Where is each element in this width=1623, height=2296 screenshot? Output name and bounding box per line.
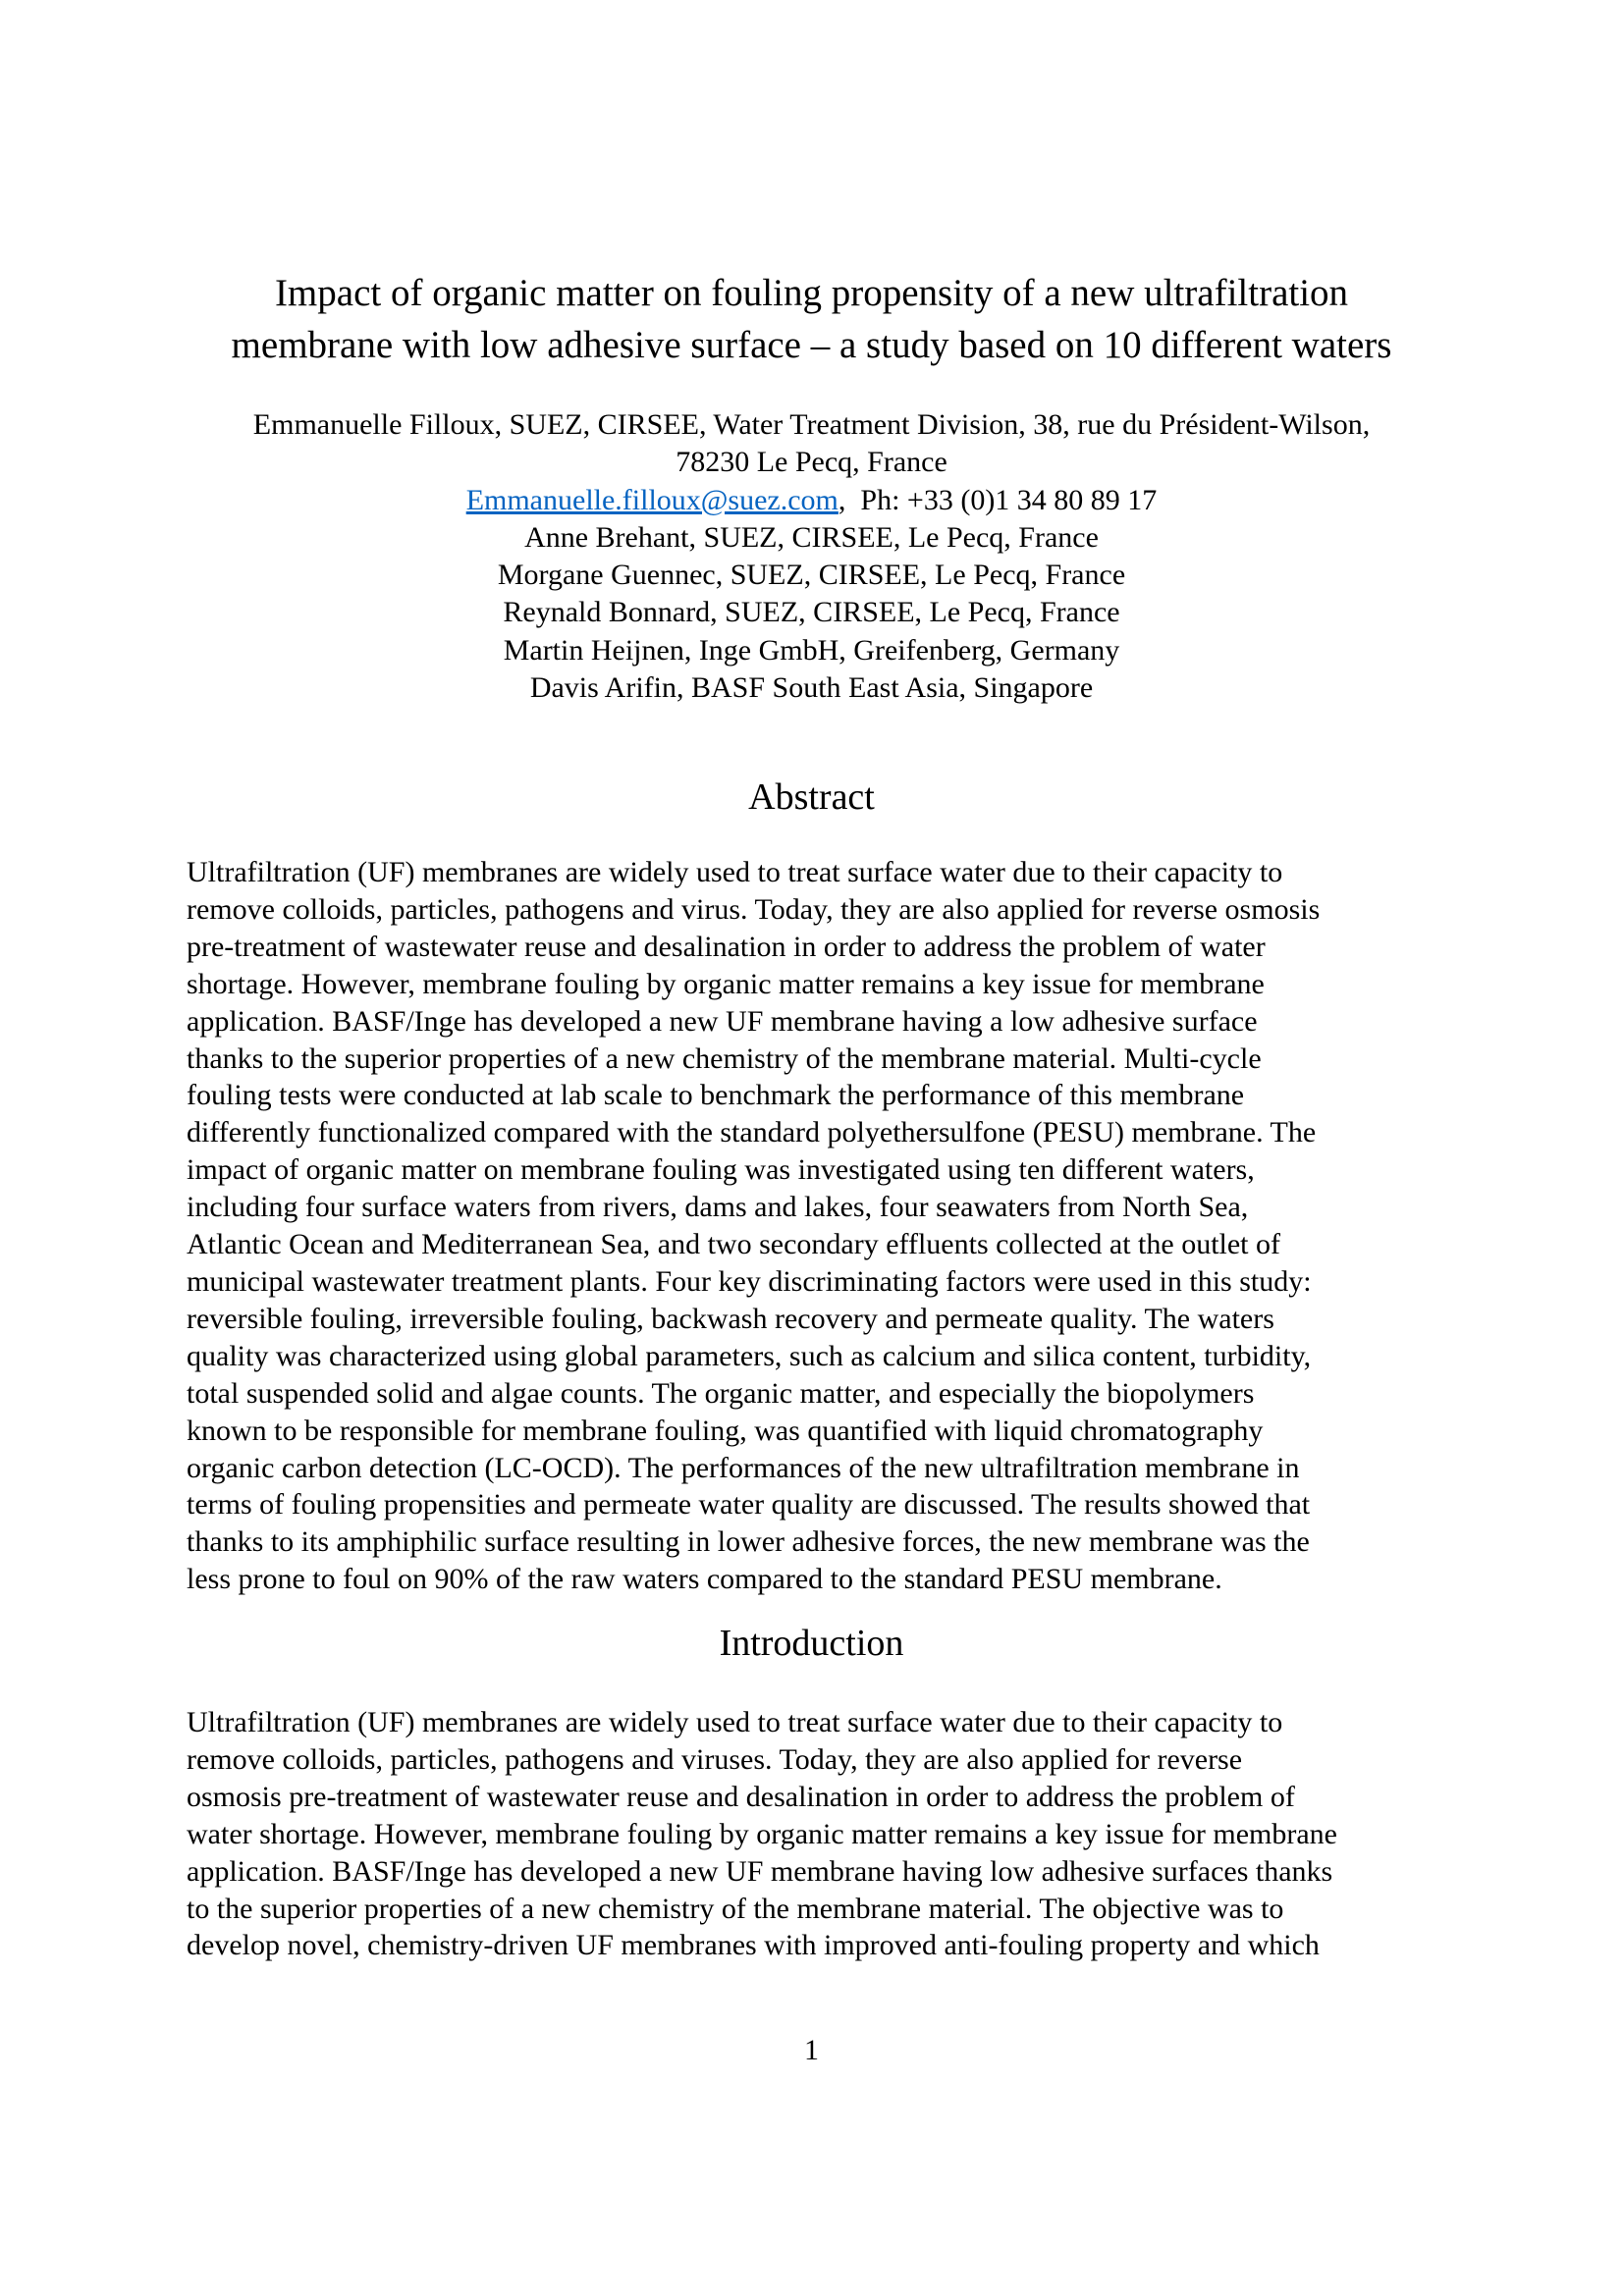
abstract-paragraph bbox=[187, 854, 1453, 1598]
abstract-text-line: thanks to the superior properties of a new chemistry of the membrane material. Multi-cycle bbox=[187, 1041, 1262, 1075]
abstract-text-line: organic carbon detection (LC-OCD). The performances of the new ultrafiltration membrane in bbox=[187, 1451, 1300, 1484]
abstract-text-line: known to be responsible for membrane fouling, was quantified with liquid chromatography bbox=[187, 1414, 1264, 1447]
abstract-text-line: pre-treatment of wastewater reuse and desalination in order to address the problem of water bbox=[187, 930, 1266, 963]
abstract-text-line: differently functionalized compared with the standard polyethersulfone (PESU) membrane. The bbox=[187, 1116, 1317, 1149]
introduction-text-line: to the superior properties of a new chemistry of the membrane material. The objective was to bbox=[187, 1892, 1284, 1925]
abstract-text-line: terms of fouling propensities and permeate water quality are discussed. The results showed that bbox=[187, 1488, 1311, 1522]
author-line: Davis Arifin, BASF South East Asia, Singapore bbox=[529, 671, 1094, 705]
page-number: 1 bbox=[804, 2034, 819, 2066]
introduction-text-line: develop novel, chemistry-driven UF membranes with improved anti-fouling property and which bbox=[187, 1929, 1320, 1962]
author-contact-line bbox=[0, 482, 1623, 519]
abstract-heading: Abstract bbox=[748, 776, 875, 818]
introduction-heading: Introduction bbox=[719, 1623, 904, 1664]
abstract-text-line: Ultrafiltration (UF) membranes are widely used to treat surface water due to their capacity to bbox=[187, 856, 1283, 888]
author-affiliation-line: 78230 Le Pecq, France bbox=[676, 446, 947, 479]
abstract-text-line: application. BASF/Inge has developed a new UF membrane having a low adhesive surface bbox=[187, 1004, 1258, 1038]
author-line: Anne Brehant, SUEZ, CIRSEE, Le Pecq, France bbox=[524, 520, 1099, 554]
abstract-text-line: municipal wastewater treatment plants. Four key discriminating factors were used in this study: bbox=[187, 1264, 1312, 1298]
abstract-text-line: shortage. However, membrane fouling by organic matter remains a key issue for membrane bbox=[187, 967, 1265, 1000]
abstract-text-line: thanks to its amphiphilic surface resulting in lower adhesive forces, the new membrane was the bbox=[187, 1525, 1310, 1559]
email-link[interactable]: Emmanuelle.filloux@suez.com bbox=[465, 483, 839, 516]
author-line: Reynald Bonnard, SUEZ, CIRSEE, Le Pecq, France bbox=[503, 596, 1120, 629]
abstract-text-line: fouling tests were conducted at lab scale to benchmark the performance of this membrane bbox=[187, 1079, 1245, 1112]
introduction-text-line: remove colloids, particles, pathogens and viruses. Today, they are also applied for reverse bbox=[187, 1742, 1243, 1776]
paper-title-line: Impact of organic matter on fouling propensity of a new ultrafiltration bbox=[274, 272, 1349, 314]
introduction-text-line: Ultrafiltration (UF) membranes are widely used to treat surface water due to their capacity to bbox=[187, 1706, 1283, 1738]
paper-title-line: membrane with low adhesive surface – a study based on 10 different waters bbox=[231, 324, 1392, 366]
abstract-text-line: including four surface waters from rivers, dams and lakes, four seawaters from North Sea, bbox=[187, 1191, 1249, 1224]
introduction-text-line: water shortage. However, membrane fouling by organic matter remains a key issue for membrane bbox=[187, 1817, 1337, 1850]
abstract-text-line: total suspended solid and algae counts. The organic matter, and especially the biopolymers bbox=[187, 1376, 1255, 1410]
abstract-text-line: less prone to foul on 90% of the raw waters compared to the standard PESU membrane. bbox=[187, 1563, 1222, 1596]
introduction-paragraph bbox=[187, 1704, 1453, 1964]
coauthor-lines bbox=[0, 519, 1623, 707]
author-affiliation-line: Emmanuelle Filloux, SUEZ, CIRSEE, Water Treatment Division, 38, rue du Président-Wilson, bbox=[252, 408, 1371, 441]
abstract-text-line: Atlantic Ocean and Mediterranean Sea, and two secondary effluents collected at the outlet of bbox=[187, 1228, 1280, 1261]
abstract-text-line: remove colloids, particles, pathogens and virus. Today, they are also applied for reverse osmosis bbox=[187, 892, 1321, 926]
abstract-text-line: quality was characterized using global parameters, such as calcium and silica content, turbidity, bbox=[187, 1339, 1312, 1372]
author-line: Morgane Guennec, SUEZ, CIRSEE, Le Pecq, France bbox=[497, 559, 1126, 592]
abstract-text-line: reversible fouling, irreversible fouling, backwash recovery and permeate quality. The waters bbox=[187, 1302, 1274, 1335]
author-line: Martin Heijnen, Inge GmbH, Greifenberg, Germany bbox=[503, 633, 1120, 667]
phone-text: , Ph: +33 (0)1 34 80 89 17 bbox=[838, 483, 1158, 516]
abstract-text-line: impact of organic matter on membrane fouling was investigated using ten different waters, bbox=[187, 1153, 1255, 1187]
paper-title bbox=[0, 267, 1623, 371]
introduction-text-line: osmosis pre-treatment of wastewater reuse and desalination in order to address the problem of bbox=[187, 1780, 1295, 1813]
introduction-text-line: application. BASF/Inge has developed a new UF membrane having low adhesive surfaces thanks bbox=[187, 1854, 1333, 1888]
authors-block bbox=[0, 406, 1623, 707]
